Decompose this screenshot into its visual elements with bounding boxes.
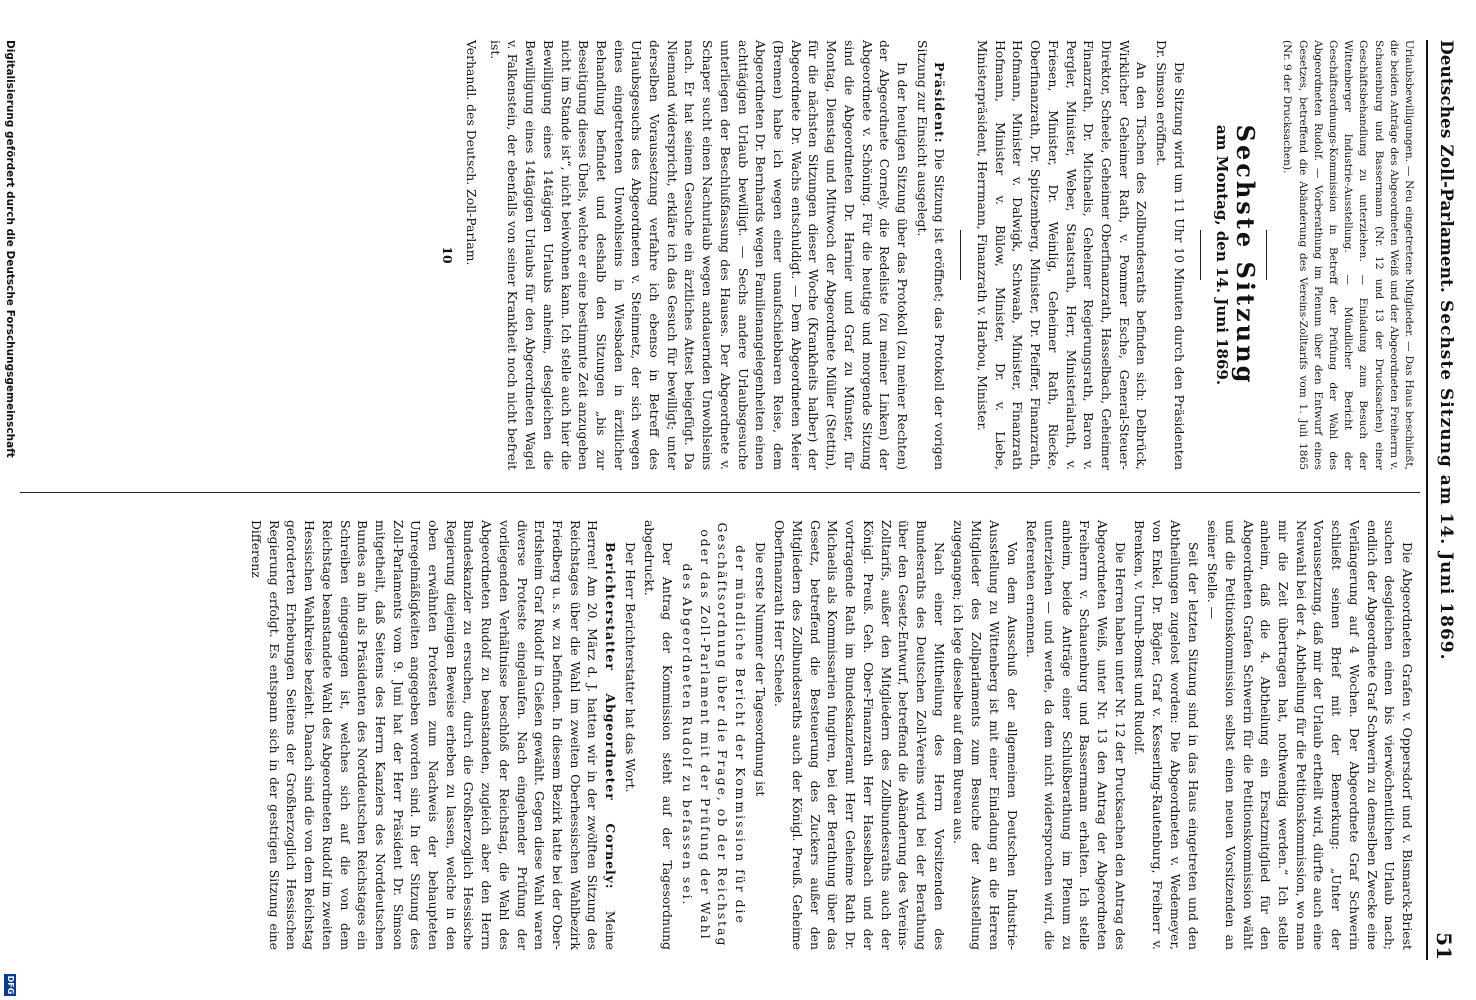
paragraph: Von dem Ausschuß der allgemeinen Deutschen Industrie-Ausstellung zu Wittenberg ist mit einer Einladung an die Herren Mitglieder des Zollparlaments zum Besuche der Ausstellung zugegangen; ich lege dieselbe auf dem Bureau aus. — [951, 520, 1020, 950]
rapporteur-speech — [247, 520, 619, 950]
session-date: am Montag, den 14. Juni 1869. — [1213, 124, 1232, 386]
divider — [1200, 230, 1201, 280]
divider — [1266, 230, 1267, 280]
divider — [960, 230, 961, 280]
sheet-marker: 10 — [440, 246, 456, 264]
footer-note: Verhandl. des Deutsch. Zoll-Parlam. — [464, 40, 480, 266]
agenda-item: der mündliche Bericht der Kommission für die Geschäftsordnung über die Frage, ob der Reichstag oder das Zoll-Parlament mit der Prüfung der Wahl des Abgeordneten Rudolf zu befassen sei. — [679, 522, 748, 948]
paragraph: Die Herren haben unter Nr. 12 der Drucksachen den Antrag des Abgeordneten Weiß, unter Nr. 13 den Antrag der Abgeordneten Freiherrn v. Schauenburg und Bassermann erhalten. Ich stelle anheim, beide Anträge einer Schlußberathung im Plenum zu unterziehen — und werde, da dem nicht widersprochen wird, die Referenten ernennen. — [1024, 520, 1128, 950]
header-publication: Deutsches Zoll-Parlament. — [1436, 40, 1456, 293]
paragraph: Nach einer Mittheilung des Herrn Vorsitzenden des Bundesraths des Deutschen Zoll-Vereins wird bei der Berathung über den Gesetz-Entwurf, betreffend die Abänderung des Vereins-Zolltarifs, außer den Mitgliedern des Zollbundesraths auch der Königl. Preuß. Geh. Ober-Finanzrath Herr Hasselbach und der vortragende Rath im Bundeskanzleramt Herr Geheime Rath Dr. Michaelis als Kommissarien fungiren, bei der Berathung über das Gesetz, betreffend die Besteuerung des Zuckers außer den Mitgliedern des Zollbundesraths auch der Königl. Preuß. Geheime Oberfinanzrath Herr Scheele. — [772, 520, 947, 950]
paragraph: Die Sitzung wird um 11 Uhr 10 Minuten durch den Präsidenten Dr. Simson eröffnet. — [1154, 40, 1187, 470]
paragraph: An den Tischen des Zollbundesraths befinden sich: Delbrück, Wirklicher Geheimer Rath, v. Pommer Esche, General-Steuer-Direktor, Scheele, Geheimer Oberfinanzrath, Hasselbach, Geheimer Finanzrath, Dr. Michaelis, Geheimer Regierungsrath, Baron v. Pergler, Minister, Weber, Staatsrath, Herr, Ministerialrath, v. Friesen, Minister, Dr. Weinlig, Geheimer Rath, Riecke, Oberfinanzrath, Dr. Spitzemberg, Minister, Dr. Pfeiffer, Finanzrath, Hofmann, Minister v. Dalwigk, Schwaab, Minister, Finanzrath Hofmann, Minister v. Bülow, Minister, Dr. v. Liebe, Ministerpräsident, Herrmann, Finanzrath v. Harbou, Minister. — [975, 40, 1150, 470]
rapporteur-intro: Der Herr Berichterstatter hat das Wort. — [622, 542, 638, 793]
paragraph: In der heutigen Sitzung über das Protokoll (zu meiner Rechten) der Abgeordnete Cornely, die Redeliste (zu meiner Linken) der Abgeordnete v. Schöning. Für die heutige und morgende Sitzung sind die Abgeordneten Dr. Harnier und Graf zu Münster, für Montag, Dienstag und Mittwoch der Abgeordnete Müller (Stettin), für die nächsten Sitzungen dieser Woche (Krankheits halber) der Abgeordnete Dr. Wachs entschuldigt. — Dem Abgeordneten Meier (Bremen) habe ich wegen einer unaufschiebbaren Reise, dem Abgeordneten Dr. Bernhards wegen Familienangelegenheiten einen achttägigen Urlaub bewilligt. — Sechs andere Urlaubsgesuche unterliegen der Beschlußfassung des Hauses. Der Abgeordnete v. Schaper sucht einen Nachurlaub wegen andauernden Unwohlseins nach. Er hat seinem Gesuche ein ärztliches Attest beigefügt. Da Niemand widerspricht, erkläre ich das Gesuch für bewilligt; unter derselben Voraussetzung verfahre ich ebenso in Betreff des Urlaubsgesuchs des Abgeordneten v. Steinmetz, der sich wegen eines eingetretenen Unwohlseins in Wiesbaden in ärztlicher Behandlung befindet und deshalb den Sitzungen „bis zur Beseitigung dieses Übels, welche er eine bestimmte Zeit anzugeben nicht im Stande ist“, nicht beiwohnen kann. Ich stelle auch hier die Bewilligung eines 14tägigen Urlaubs anheim, desgleichen die Bewilligung eines 14tägigen Urlaubs für den Abgeordneten Wagel v. Falkenstein, der ebenfalls von seiner Krankheit noch nicht befreit ist. — [487, 40, 910, 470]
speaker-president: Präsident: — [932, 62, 948, 144]
speaker-rapporteur: Berichterstatter Abgeordneter Cornely: — [603, 542, 619, 890]
agenda-note: Der Antrag der Kommission steht auf der Tagesordnung abgedruckt. — [642, 520, 676, 950]
session-title: Sechste Sitzung — [1231, 124, 1261, 386]
column-divider — [20, 492, 1420, 493]
speech-text: Die Sitzung ist eröffnet; das Protokoll der vorigen Sitzung zur Einsicht ausgelegt. — [914, 40, 948, 470]
dfg-logo: DFG — [6, 975, 15, 995]
president-speech — [913, 40, 948, 470]
right-column — [245, 520, 1416, 950]
page-number: 51 — [1432, 932, 1456, 960]
left-column — [439, 40, 1416, 470]
paragraph: Seit der letzten Sitzung sind in das Haus eingetreten und den Abtheilungen zugelost worden: Die Abgeordneten v. Wedemeyer, von Enkel, Dr. Bögler, Graf v. Kesserling-Rautenburg, Freiherr v. Brenken, v. Unruh-Bomst und Rudolf. — [1132, 520, 1201, 950]
agenda-intro: Die erste Nummer der Tagesordnung ist — [752, 542, 768, 797]
agenda-summary: Urlaubsbewilligungen. — Neu eingetretene Mitglieder. — Das Haus beschließt, die beiden Anträge des Abgeordneten Weiß und der Abgeordneten Freiherrn v. Schauenburg und Bassermann (Nr. 12 und 13 der Drucksachen) einer Geschäftsbehandlung zu unterziehen. — Einladung zum Besuch der Wittenberger Industrie-Ausstellung. — Mündlicher Bericht der Geschäftsordnungs-Kommission in Betreff der Prüfung der Wahl des Abgeordneten Rudolf. — Vorberathung im Plenum über den Entwurf eines Gesetzes, betreffend die Abänderung des Vereins-Zolltarifs vom 1. Juli 1865 (Nr. 9 der Drucksachen). — [1281, 40, 1415, 470]
header-session: Sechste Sitzung am 14. Juni 1869. — [1436, 300, 1456, 661]
paragraph: Die Abgeordneten Grafen v. Oppersdorf und v. Bismarck-Briest suchen desgleichen einen bis vierwöchentlichen Urlaub nach; endlich der Abgeordnete Graf Schwerin zu demselben Zwecke eine Verlängerung auf 4 Wochen. Der Abgeordnete Graf Schwerin schließt seinen Brief mit der Bemerkung: „Unter der Voraussetzung, daß mir der Urlaub ertheilt wird, dürfte auch eine Neuwahl bei der 4. Abtheilung für die Petitionskommission, wo man mir die Zeit übertragen hat, nothwendig werden.“ Ich stelle anheim, daß die 4. Abtheilung ein Ersatzmitglied für den Abgeordneten Grafen Schwerin für die Petitionskommission wählt und die Petitionskommission selbst einen neuen Vorsitzenden an seiner Stelle. — — [1205, 520, 1415, 950]
page-header-text — [1428, 40, 1458, 960]
digitization-credit: Digitalisierung gefördert durch die Deutsche Forschungsgemeinschaft — [4, 40, 16, 458]
speech-text: Meine Herren! Am 20. März d. J. hatten wir in der zwölften Sitzung des Reichstages über die Wahl im zweiten Oberhessischen Wahlbezirk Friedberg u. s. w. zu befinden. In diesem Bezirk hatte bei der Ober-Erdsheim Graf Rudolf in Gießen gewählt. Gegen diese Wahl waren diverse Proteste eingelaufen. Nach eingehender Prüfung der vorliegenden Verhältnisse beschloß der Reichstag, die Wahl des Abgeordneten Rudolf zu beanstanden, zugleich aber den Herrn Bundeskanzler zu ersuchen, durch die Großherzoglich Hessische Regierung diejenigen Beweise erheben zu lassen, welche in den oben erwähnten Protesten zum Nachweis der behaupteten Unregelmäßigkeiten angegeben worden sind. In der Sitzung des Zoll-Parlaments vom 9. Juni hat der Herr Präsident Dr. Simson mitgetheilt, daß Seitens des Herrn Kanzlers des Norddeutschen Bundes an ihn als Präsidenten des Norddeutschen Reichstages ein Schreiben eingegangen ist, welches sich auf die von dem Reichstage beanstandete Wahl des Abgeordneten Rudolf im zweiten Hessischen Wahlkreise bezieht. Danach sind die von dem Reichstag geforderten Erhebungen Seitens der Großherzoglich Hessischen Regierung erfolgt. Es entspann sich in der gestrigen Sitzung eine Differenz — [249, 520, 619, 950]
